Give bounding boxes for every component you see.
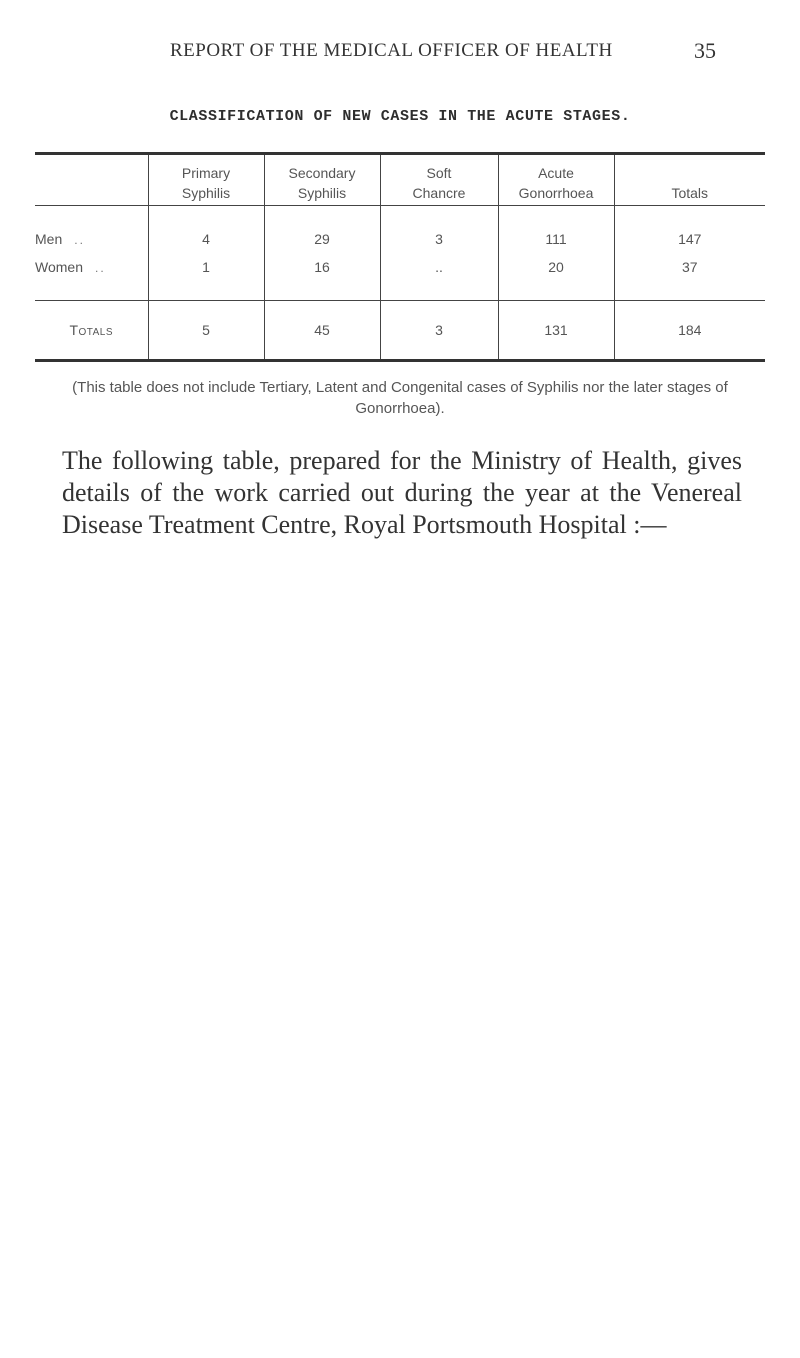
header-blank: [35, 154, 148, 206]
table-cell: 4: [148, 206, 264, 253]
col-header-soft-chancre: Soft Chancre: [380, 154, 498, 206]
table-row-men: [35, 206, 765, 253]
running-header: [0, 40, 800, 70]
col-header-primary-syphilis: Primary Syphilis: [148, 154, 264, 206]
row-label: Men ..: [35, 231, 85, 247]
table-cell: 5: [148, 301, 264, 361]
col-header-secondary-syphilis: Secondary Syphilis: [264, 154, 380, 206]
table-cell: ..: [380, 252, 498, 301]
table-cell: 111: [498, 206, 614, 253]
table-footnote: (This table does not include Tertiary, Latent and Congenital cases of Syphilis nor the later stages of Gonorrhoea).: [72, 379, 728, 417]
col-header-totals: Totals: [614, 154, 765, 206]
col-header-acute-gonorrhoea: Acute Gonorrhoea: [498, 154, 614, 206]
table-cell: 20: [498, 252, 614, 301]
table-cell: 29: [264, 206, 380, 253]
table-cell: 3: [380, 301, 498, 361]
table-cell: 3: [380, 206, 498, 253]
table-row-totals: [35, 301, 765, 361]
table-cell: 131: [498, 301, 614, 361]
row-label: Women ..: [35, 252, 148, 301]
running-title: REPORT OF THE MEDICAL OFFICER OF HEALTH: [170, 40, 613, 61]
table-cell: 16: [264, 252, 380, 301]
totals-label: Totals: [69, 322, 114, 338]
table-title: CLASSIFICATION OF NEW CASES IN THE ACUTE STAGES.: [169, 108, 631, 125]
table-cell: 147: [614, 206, 765, 253]
table-cell: 1: [148, 252, 264, 301]
page-number: 35: [694, 38, 716, 63]
table-cell: 45: [264, 301, 380, 361]
classification-table: [35, 152, 765, 362]
table-cell: 184: [614, 301, 765, 361]
table-header-row: [35, 154, 765, 206]
table-row-women: [35, 252, 765, 301]
body-paragraph: The following table, prepared for the Ministry of Health, gives details of the work carried out during the year at the Venereal Disease Treatment Centre, Royal Portsmouth Hospital :—: [62, 446, 742, 539]
table-cell: 37: [614, 252, 765, 301]
